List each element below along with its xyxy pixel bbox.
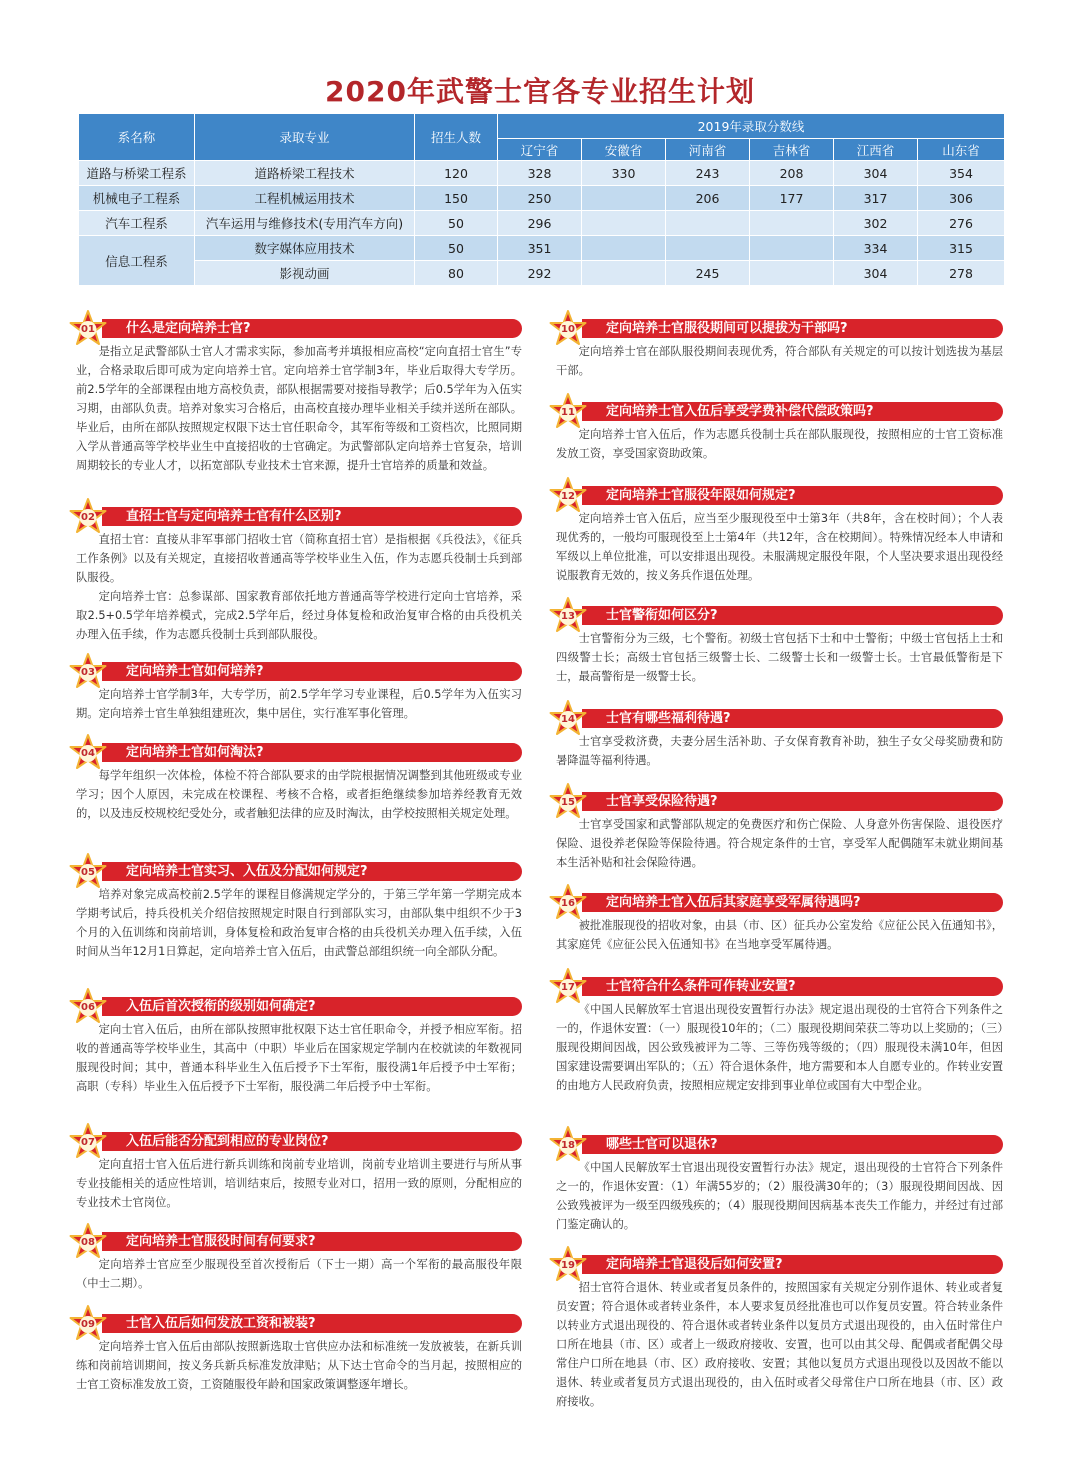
star-badge-icon <box>68 987 108 1027</box>
cell-score: 276 <box>918 211 1005 236</box>
cell-score <box>750 211 834 236</box>
qa-question: 定向培养士官如何淘汰? <box>102 743 522 762</box>
header-province: 安徽省 <box>582 139 666 161</box>
table-row <box>79 261 1005 286</box>
qa-question: 入伍后能否分配到相应的专业岗位? <box>102 1132 522 1151</box>
qa-number: 14 <box>561 713 575 725</box>
cell-score: 250 <box>498 186 582 211</box>
qa-paragraph: 是指立足武警部队士官人才需求实际，参加高考并填报相应高校“定向直招士官生”专业，合格录取后即可成为定向培养士官。定向培养士官学制3年，毕业后取得大专学历。前2.5学年的全部课程由地方高校负责，部队根据需要对接指导教学；后0.5学年为入伍实习期，由部队负责。培养对象实习合格后，由高校直接办理毕业相关手续并送所在部队。毕业后，由所在部队按照规定权限下达士官任职命令，其军衔等级和工资档次，比照同期入学从普通高等学校毕业生中直接招收的士官确定。为武警部队定向培养士官复杂，培训周期较长的专业人才，以拓宽部队专业技术士官来源，提升士官培养的质量和效益。 <box>76 345 522 472</box>
enrollment-plan-table <box>78 113 1005 286</box>
cell-score <box>666 211 750 236</box>
header-count: 招生人数 <box>415 114 498 161</box>
qa-number: 13 <box>561 610 575 622</box>
qa-header <box>76 741 522 763</box>
qa-header <box>76 1130 522 1152</box>
qa-paragraph: 定向士官入伍后，由所在部队按照审批权限下达士官任职命令，并授予相应军衔。招收的普通高等学校毕业生，其高中（中职）毕业后在国家规定学制内在校就读的年数视同服现役时间；其中，普通本科毕业生入伍后授予下士军衔，服役满1年后授予中士军衔；高职（专科）毕业生入伍后授予下士军衔，服役满二年后授予中士军衔。 <box>76 1023 522 1093</box>
cell-score: 296 <box>498 211 582 236</box>
qa-item <box>556 975 1003 1095</box>
cell-count: 150 <box>415 186 498 211</box>
qa-item <box>556 604 1003 686</box>
cell-score: 177 <box>750 186 834 211</box>
qa-item <box>556 1133 1003 1234</box>
qa-number: 07 <box>81 1136 95 1148</box>
qa-paragraph: 定向培养士官应至少服现役至首次授衔后（下士一期）高一个军衔的最高服役年限（中士二期）。 <box>76 1258 522 1290</box>
qa-question: 士官入伍后如何发放工资和被装? <box>102 1314 522 1333</box>
qa-paragraph: 被批准服现役的招收对象，由县（市、区）征兵办公室发给《应征公民入伍通知书》，其家庭凭《应征公民入伍通知书》在当地享受军属待遇。 <box>556 919 1003 951</box>
qa-number: 18 <box>561 1139 575 1151</box>
cell-score: 302 <box>834 211 918 236</box>
qa-header <box>556 707 1003 729</box>
qa-number: 10 <box>561 323 575 335</box>
table-row <box>79 161 1005 186</box>
qa-answer <box>556 1278 1003 1411</box>
qa-answer <box>556 1000 1003 1095</box>
cell-major: 工程机械运用技术 <box>195 186 415 211</box>
qa-item <box>556 484 1003 585</box>
qa-question: 定向培养士官退役后如何安置? <box>582 1255 1003 1274</box>
qa-header <box>76 995 522 1017</box>
star-badge-icon <box>548 782 588 822</box>
cell-score: 315 <box>918 236 1005 261</box>
qa-header <box>556 790 1003 812</box>
cell-score: 354 <box>918 161 1005 186</box>
qa-paragraph: 直招士官：直接从非军事部门招收士官（简称直招士官）是指根据《兵役法》，《征兵工作条例》以及有关规定，直接招收普通高等学校毕业生入伍，作为志愿兵役制士兵到部队服役。 <box>76 533 522 584</box>
cell-dept: 信息工程系 <box>79 236 195 286</box>
qa-question: 定向培养士官入伍后享受学费补偿代偿政策吗? <box>582 402 1003 421</box>
qa-question: 定向培养士官入伍后其家庭享受军属待遇吗? <box>582 893 1003 912</box>
cell-score <box>582 261 666 286</box>
qa-question: 定向培养士官实习、入伍及分配如何规定? <box>102 862 522 881</box>
qa-item <box>76 660 522 723</box>
qa-header <box>556 484 1003 506</box>
qa-paragraph: 士官警衔分为三级，七个警衔。初级士官包括下士和中士警衔；中级士官包括上士和四级警士长；高级士官包括三级警士长、二级警士长和一级警士长。士官最低警衔是下士，最高警衔是一级警士长。 <box>556 632 1003 683</box>
qa-number: 08 <box>81 1236 95 1248</box>
qa-question: 什么是定向培养士官? <box>102 319 522 338</box>
table-row <box>79 211 1005 236</box>
qa-number: 19 <box>561 1259 575 1271</box>
header-province: 辽宁省 <box>498 139 582 161</box>
qa-answer <box>556 1158 1003 1234</box>
qa-question: 直招士官与定向培养士官有什么区别? <box>102 507 522 526</box>
qa-paragraph: 定向直招士官入伍后进行新兵训练和岗前专业培训，岗前专业培训主要进行与所从事专业技能相关的适应性培训，培训结束后，按照专业对口，招用一致的原则，分配相应的专业技术士官岗位。 <box>76 1158 522 1209</box>
star-badge-icon <box>548 883 588 923</box>
qa-number: 05 <box>81 866 95 878</box>
qa-header <box>556 891 1003 913</box>
header-province: 江西省 <box>834 139 918 161</box>
table-row <box>79 186 1005 211</box>
qa-paragraph: 《中国人民解放军士官退出现役安置暂行办法》规定，退出现役的士官符合下列条件之一的，作退休安置：（1）年满55岁的；（2）服役满30年的；（3）服现役期间因战、因公致残被评为一级至四级残疾的；（4）服现役期间因病基本丧失工作能力，并经过有过部门鉴定确认的。 <box>556 1161 1003 1231</box>
qa-answer <box>76 1255 522 1293</box>
qa-question: 哪些士官可以退休? <box>582 1135 1003 1154</box>
qa-number: 04 <box>81 747 95 759</box>
qa-question: 定向培养士官服役年限如何规定? <box>582 486 1003 505</box>
qa-header <box>76 860 522 882</box>
qa-number: 02 <box>81 511 95 523</box>
star-badge-icon <box>68 1304 108 1344</box>
qa-number: 12 <box>561 490 575 502</box>
table-row <box>79 236 1005 261</box>
cell-count: 50 <box>415 236 498 261</box>
qa-paragraph: 培养对象完成高校前2.5学年的课程目修满规定学分的，于第三学年第一学期完成本学期考试后，持兵役机关介绍信按照规定时限自行到部队实习，由部队集中组织不少于3个月的入伍训练和岗前培训，身体复检和政治复审合格的由兵役机关办理入伍手续，入伍时间从当年12月1日算起，定向培养士官入伍后，由武警总部组织统一向全部队分配。 <box>76 888 522 958</box>
qa-answer <box>76 766 522 823</box>
star-badge-icon <box>548 1125 588 1165</box>
cell-dept: 机械电子工程系 <box>79 186 195 211</box>
qa-item <box>556 790 1003 872</box>
star-badge-icon <box>68 852 108 892</box>
header-province: 河南省 <box>666 139 750 161</box>
qa-answer <box>76 1155 522 1212</box>
star-badge-icon <box>548 1245 588 1285</box>
cell-score: 245 <box>666 261 750 286</box>
cell-score <box>582 236 666 261</box>
cell-score: 317 <box>834 186 918 211</box>
qa-question: 士官符合什么条件可作转业安置? <box>582 977 1003 996</box>
cell-major: 汽车运用与维修技术(专用汽车方向) <box>195 211 415 236</box>
qa-question: 定向培养士官如何培养? <box>102 662 522 681</box>
header-province: 山东省 <box>918 139 1005 161</box>
cell-major: 数字媒体应用技术 <box>195 236 415 261</box>
cell-major: 影视动画 <box>195 261 415 286</box>
cell-score: 243 <box>666 161 750 186</box>
cell-score: 328 <box>498 161 582 186</box>
qa-paragraph: 《中国人民解放军士官退出现役安置暂行办法》规定退出现役的士官符合下列条件之一的，作退休安置：（一）服现役10年的；（二）服现役期间荣获二等功以上奖励的；（三）服现役期间因战，因公致残被评为二等、三等伤残等级的；（四）服现役未满10年，但因国家建设需要调出军队的；（五）符合退休条件，地方需要和本人自愿专业的。作转业安置的由地方人民政府负责，按照相应规定安排到事业单位或国有大中型企业。 <box>556 1003 1003 1092</box>
qa-paragraph: 每学年组织一次体检，体检不符合部队要求的由学院根据情况调整到其他班级或专业学习；因个人原因，未完成在校课程、考核不合格，或者拒绝继续参加培养经教育无效的，以及违反校规校纪受处分，或者触犯法律的应及时淘汰，由学校按照相关规定处理。 <box>76 769 522 820</box>
qa-question: 士官警衔如何区分? <box>582 606 1003 625</box>
cell-score: 330 <box>582 161 666 186</box>
cell-score: 304 <box>834 261 918 286</box>
qa-item <box>556 891 1003 954</box>
qa-header <box>76 660 522 682</box>
qa-header <box>556 1253 1003 1275</box>
qa-answer <box>556 629 1003 686</box>
qa-paragraph: 定向培养士官：总参谋部、国家教育部依托地方普通高等学校进行定向士官培养，采取2.5+0.5学年培养模式，完成2.5学年后，经过身体复检和政治复审合格的由兵役机关办理入伍手续，作为志愿兵役制士兵到部队服役。 <box>76 590 522 641</box>
qa-answer <box>76 1337 522 1394</box>
cell-score: 351 <box>498 236 582 261</box>
qa-number: 01 <box>81 323 95 335</box>
cell-score <box>750 261 834 286</box>
qa-paragraph: 定向培养士官入伍后由部队按照新选取士官供应办法和标准统一发放被装，在新兵训练和岗前培训期间，按义务兵新兵标准发放津贴；从下达士官命令的当月起，按照相应的士官工资标准发放工资，工资随服役年龄和国家政策调整逐年增长。 <box>76 1340 522 1391</box>
qa-header <box>76 1230 522 1252</box>
star-badge-icon <box>68 497 108 537</box>
qa-number: 06 <box>81 1001 95 1013</box>
qa-number: 16 <box>561 897 575 909</box>
cell-score: 304 <box>834 161 918 186</box>
qa-answer <box>76 885 522 961</box>
cell-dept: 汽车工程系 <box>79 211 195 236</box>
qa-paragraph: 定向培养士官在部队服役期间表现优秀，符合部队有关规定的可以按计划选拔为基层干部。 <box>556 345 1003 377</box>
qa-number: 15 <box>561 796 575 808</box>
star-badge-icon <box>548 699 588 739</box>
header-province: 吉林省 <box>750 139 834 161</box>
star-badge-icon <box>68 652 108 692</box>
qa-answer <box>556 916 1003 954</box>
qa-question: 入伍后首次授衔的级别如何确定? <box>102 997 522 1016</box>
star-badge-icon <box>548 309 588 349</box>
cell-score <box>582 186 666 211</box>
cell-score <box>750 236 834 261</box>
qa-header <box>556 1133 1003 1155</box>
qa-item <box>76 505 522 644</box>
header-score-group: 2019年录取分数线 <box>498 114 1005 139</box>
cell-score <box>666 236 750 261</box>
qa-question: 士官有哪些福利待遇? <box>582 709 1003 728</box>
qa-number: 09 <box>81 1318 95 1330</box>
star-badge-icon <box>548 392 588 432</box>
cell-dept: 道路与桥梁工程系 <box>79 161 195 186</box>
star-badge-icon <box>68 733 108 773</box>
star-badge-icon <box>548 476 588 516</box>
qa-item <box>556 400 1003 463</box>
cell-score: 208 <box>750 161 834 186</box>
cell-score: 292 <box>498 261 582 286</box>
cell-count: 50 <box>415 211 498 236</box>
qa-paragraph: 定向培养士官入伍后，应当至少服现役至中士第3年（共8年，含在校时间）；个人表现优秀的，一般均可服现役至上士第4年（共12年，含在校期间）。特殊情况经本人申请和军级以上单位批准，可以安排退出现役。未服满规定服役年限，个人坚决要求退出现役经说服教育无效的，按义务兵作退伍处理。 <box>556 512 1003 582</box>
qa-number: 17 <box>561 981 575 993</box>
qa-header <box>556 975 1003 997</box>
qa-paragraph: 定向培养士官入伍后，作为志愿兵役制士兵在部队服现役，按照相应的士官工资标准发放工资，享受国家资助政策。 <box>556 428 1003 460</box>
qa-answer <box>76 685 522 723</box>
qa-header <box>556 317 1003 339</box>
qa-answer <box>76 530 522 644</box>
qa-answer <box>556 509 1003 585</box>
qa-number: 11 <box>561 406 575 418</box>
qa-paragraph: 招士官符合退休、转业或者复员条件的，按照国家有关规定分别作退休、转业或者复员安置；符合退休或者转业条件，本人要求复员经批准也可以作复员安置。符合转业条件以转业方式退出现役的、符合退休或者转业条件以复员方式退出现役的，由入伍时常住户口所在地县（市、区）或者上一级政府接收、安置，也可以由其父母、配偶或者配偶父母常住户口所在地县（市、区）政府接收、安置；其他以复员方式退出现役以及因故不能以退休、转业或者复员方式退出现役的，由入伍时或者父母常住户口所在地县（市、区）政府接收。 <box>556 1281 1003 1408</box>
qa-header <box>76 505 522 527</box>
qa-question: 士官享受保险待遇? <box>582 792 1003 811</box>
qa-number: 03 <box>81 666 95 678</box>
cell-score: 306 <box>918 186 1005 211</box>
qa-header <box>556 400 1003 422</box>
qa-item <box>76 1130 522 1212</box>
qa-item <box>76 1312 522 1394</box>
star-badge-icon <box>68 1122 108 1162</box>
qa-item <box>76 317 522 475</box>
qa-header <box>76 1312 522 1334</box>
qa-header <box>76 317 522 339</box>
qa-answer <box>76 1020 522 1096</box>
cell-count: 80 <box>415 261 498 286</box>
star-badge-icon <box>68 1222 108 1262</box>
cell-count: 120 <box>415 161 498 186</box>
qa-answer <box>556 815 1003 872</box>
cell-score <box>582 211 666 236</box>
qa-item <box>76 1230 522 1293</box>
qa-item <box>556 317 1003 380</box>
qa-paragraph: 士官享受国家和武警部队规定的免费医疗和伤亡保险、人身意外伤害保险、退役医疗保险、退役养老保险等保险待遇。符合规定条件的士官，享受军人配偶随军未就业期间基本生活补贴和社会保险待遇。 <box>556 818 1003 869</box>
qa-question: 定向培养士官服役时间有何要求? <box>102 1232 522 1251</box>
qa-question: 定向培养士官服役期间可以提拔为干部吗? <box>582 319 1003 338</box>
header-dept: 系名称 <box>79 114 195 161</box>
qa-item <box>556 707 1003 770</box>
qa-answer <box>556 425 1003 463</box>
star-badge-icon <box>548 967 588 1007</box>
qa-item <box>76 860 522 961</box>
cell-score: 206 <box>666 186 750 211</box>
header-major: 录取专业 <box>195 114 415 161</box>
star-badge-icon <box>548 596 588 636</box>
qa-item <box>76 741 522 823</box>
cell-major: 道路桥梁工程技术 <box>195 161 415 186</box>
cell-score: 278 <box>918 261 1005 286</box>
page-title: 2020年武警士官各专业招生计划 <box>325 75 755 108</box>
qa-paragraph: 定向培养士官学制3年，大专学历，前2.5学年学习专业课程，后0.5学年为入伍实习期。定向培养士官生单独组建班次，集中居住，实行准军事化管理。 <box>76 688 522 720</box>
qa-item <box>76 995 522 1096</box>
qa-answer <box>76 342 522 475</box>
qa-answer <box>556 342 1003 380</box>
qa-answer <box>556 732 1003 770</box>
qa-header <box>556 604 1003 626</box>
qa-paragraph: 士官享受救济费，夫妻分居生活补助、子女保育教育补助，独生子女父母奖励费和防暑降温等福利待遇。 <box>556 735 1003 767</box>
cell-score: 334 <box>834 236 918 261</box>
qa-item <box>556 1253 1003 1411</box>
star-badge-icon <box>68 309 108 349</box>
